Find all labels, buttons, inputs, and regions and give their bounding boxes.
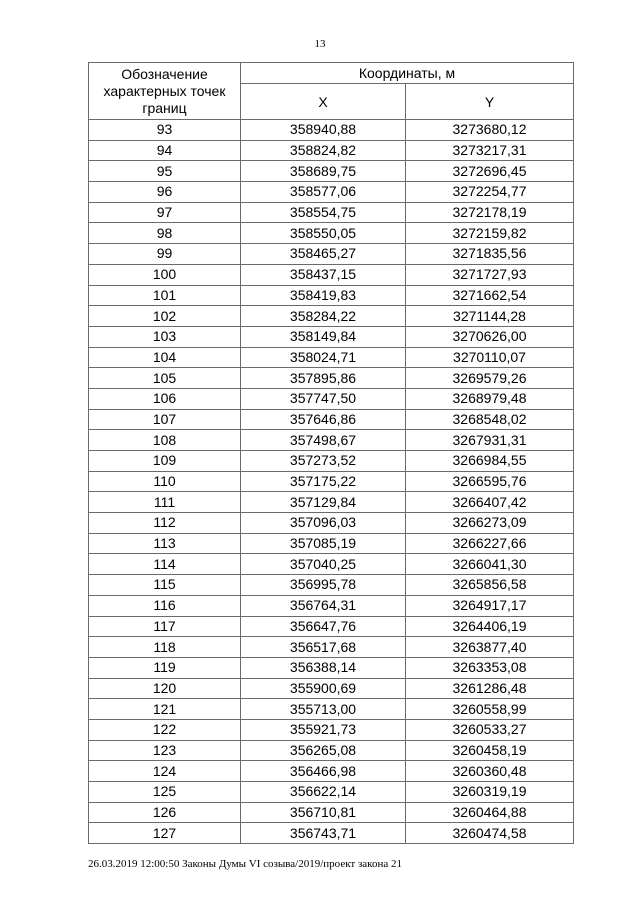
y-coordinate-cell: 3260533,27 xyxy=(406,719,574,740)
x-coordinate-cell: 358940,88 xyxy=(241,120,406,141)
table-row xyxy=(89,140,574,161)
point-number-cell: 127 xyxy=(89,823,241,844)
point-number-cell: 116 xyxy=(89,595,241,616)
y-coordinate-cell: 3273680,12 xyxy=(406,120,574,141)
header-x: X xyxy=(241,84,406,120)
table-row xyxy=(89,533,574,554)
point-number-cell: 115 xyxy=(89,575,241,596)
y-coordinate-cell: 3260558,99 xyxy=(406,699,574,720)
table-row xyxy=(89,306,574,327)
y-coordinate-cell: 3260474,58 xyxy=(406,823,574,844)
table-row xyxy=(89,161,574,182)
x-coordinate-cell: 358824,82 xyxy=(241,140,406,161)
y-coordinate-cell: 3263353,08 xyxy=(406,657,574,678)
table-row xyxy=(89,409,574,430)
table-row xyxy=(89,719,574,740)
table-row xyxy=(89,699,574,720)
point-number-cell: 96 xyxy=(89,182,241,203)
y-coordinate-cell: 3266041,30 xyxy=(406,554,574,575)
y-coordinate-cell: 3271727,93 xyxy=(406,264,574,285)
point-number-cell: 113 xyxy=(89,533,241,554)
point-number-cell: 121 xyxy=(89,699,241,720)
point-number-cell: 102 xyxy=(89,306,241,327)
x-coordinate-cell: 358577,06 xyxy=(241,182,406,203)
point-number-cell: 126 xyxy=(89,802,241,823)
point-number-cell: 119 xyxy=(89,657,241,678)
x-coordinate-cell: 358550,05 xyxy=(241,223,406,244)
table-row xyxy=(89,451,574,472)
x-coordinate-cell: 356265,08 xyxy=(241,740,406,761)
point-number-cell: 100 xyxy=(89,264,241,285)
x-coordinate-cell: 358149,84 xyxy=(241,326,406,347)
table-row xyxy=(89,223,574,244)
point-number-cell: 106 xyxy=(89,388,241,409)
point-number-cell: 110 xyxy=(89,471,241,492)
point-number-cell: 98 xyxy=(89,223,241,244)
x-coordinate-cell: 357498,67 xyxy=(241,430,406,451)
y-coordinate-cell: 3260360,48 xyxy=(406,761,574,782)
point-number-cell: 120 xyxy=(89,678,241,699)
x-coordinate-cell: 357273,52 xyxy=(241,451,406,472)
x-coordinate-cell: 358465,27 xyxy=(241,244,406,265)
y-coordinate-cell: 3265856,58 xyxy=(406,575,574,596)
x-coordinate-cell: 356710,81 xyxy=(241,802,406,823)
point-number-cell: 111 xyxy=(89,492,241,513)
x-coordinate-cell: 358554,75 xyxy=(241,202,406,223)
x-coordinate-cell: 356622,14 xyxy=(241,782,406,803)
y-coordinate-cell: 3260464,88 xyxy=(406,802,574,823)
table-row xyxy=(89,678,574,699)
table-row xyxy=(89,430,574,451)
y-coordinate-cell: 3266595,76 xyxy=(406,471,574,492)
table-row xyxy=(89,202,574,223)
x-coordinate-cell: 357129,84 xyxy=(241,492,406,513)
x-coordinate-cell: 357096,03 xyxy=(241,513,406,534)
y-coordinate-cell: 3272254,77 xyxy=(406,182,574,203)
x-coordinate-cell: 357085,19 xyxy=(241,533,406,554)
x-coordinate-cell: 357646,86 xyxy=(241,409,406,430)
coordinates-table xyxy=(88,62,574,844)
document-footer: 26.03.2019 12:00:50 Законы Думы VI созыва/2019/проект закона 21 xyxy=(88,858,402,870)
header-designation: Обозначение характерных точек границ xyxy=(89,63,241,120)
y-coordinate-cell: 3271662,54 xyxy=(406,285,574,306)
point-number-cell: 101 xyxy=(89,285,241,306)
x-coordinate-cell: 356743,71 xyxy=(241,823,406,844)
y-coordinate-cell: 3272159,82 xyxy=(406,223,574,244)
x-coordinate-cell: 356647,76 xyxy=(241,616,406,637)
point-number-cell: 104 xyxy=(89,347,241,368)
x-coordinate-cell: 357175,22 xyxy=(241,471,406,492)
table-header xyxy=(89,63,574,120)
x-coordinate-cell: 358284,22 xyxy=(241,306,406,327)
table-row xyxy=(89,575,574,596)
point-number-cell: 117 xyxy=(89,616,241,637)
table-row xyxy=(89,347,574,368)
point-number-cell: 124 xyxy=(89,761,241,782)
x-coordinate-cell: 355713,00 xyxy=(241,699,406,720)
y-coordinate-cell: 3266227,66 xyxy=(406,533,574,554)
x-coordinate-cell: 356517,68 xyxy=(241,637,406,658)
table-row xyxy=(89,244,574,265)
table-row xyxy=(89,120,574,141)
point-number-cell: 118 xyxy=(89,637,241,658)
table-row xyxy=(89,492,574,513)
table-row xyxy=(89,368,574,389)
y-coordinate-cell: 3260458,19 xyxy=(406,740,574,761)
x-coordinate-cell: 358437,15 xyxy=(241,264,406,285)
y-coordinate-cell: 3272178,19 xyxy=(406,202,574,223)
point-number-cell: 103 xyxy=(89,326,241,347)
header-coordinates: Координаты, м xyxy=(241,63,574,84)
point-number-cell: 123 xyxy=(89,740,241,761)
y-coordinate-cell: 3272696,45 xyxy=(406,161,574,182)
table-row xyxy=(89,388,574,409)
point-number-cell: 95 xyxy=(89,161,241,182)
table-row xyxy=(89,823,574,844)
y-coordinate-cell: 3268979,48 xyxy=(406,388,574,409)
table-row xyxy=(89,182,574,203)
x-coordinate-cell: 358419,83 xyxy=(241,285,406,306)
table-row xyxy=(89,554,574,575)
y-coordinate-cell: 3270626,00 xyxy=(406,326,574,347)
y-coordinate-cell: 3271835,56 xyxy=(406,244,574,265)
y-coordinate-cell: 3260319,19 xyxy=(406,782,574,803)
point-number-cell: 108 xyxy=(89,430,241,451)
y-coordinate-cell: 3264406,19 xyxy=(406,616,574,637)
x-coordinate-cell: 356995,78 xyxy=(241,575,406,596)
table-row xyxy=(89,513,574,534)
x-coordinate-cell: 358689,75 xyxy=(241,161,406,182)
y-coordinate-cell: 3271144,28 xyxy=(406,306,574,327)
x-coordinate-cell: 357895,86 xyxy=(241,368,406,389)
x-coordinate-cell: 355900,69 xyxy=(241,678,406,699)
table-row xyxy=(89,657,574,678)
y-coordinate-cell: 3268548,02 xyxy=(406,409,574,430)
x-coordinate-cell: 355921,73 xyxy=(241,719,406,740)
y-coordinate-cell: 3270110,07 xyxy=(406,347,574,368)
point-number-cell: 107 xyxy=(89,409,241,430)
table-row xyxy=(89,802,574,823)
y-coordinate-cell: 3266273,09 xyxy=(406,513,574,534)
y-coordinate-cell: 3261286,48 xyxy=(406,678,574,699)
point-number-cell: 97 xyxy=(89,202,241,223)
point-number-cell: 125 xyxy=(89,782,241,803)
table-row xyxy=(89,471,574,492)
x-coordinate-cell: 356764,31 xyxy=(241,595,406,616)
y-coordinate-cell: 3266407,42 xyxy=(406,492,574,513)
y-coordinate-cell: 3264917,17 xyxy=(406,595,574,616)
y-coordinate-cell: 3269579,26 xyxy=(406,368,574,389)
point-number-cell: 105 xyxy=(89,368,241,389)
table-row xyxy=(89,616,574,637)
table-row xyxy=(89,285,574,306)
x-coordinate-cell: 356466,98 xyxy=(241,761,406,782)
header-y: Y xyxy=(406,84,574,120)
table-row xyxy=(89,637,574,658)
y-coordinate-cell: 3273217,31 xyxy=(406,140,574,161)
table-row xyxy=(89,740,574,761)
y-coordinate-cell: 3266984,55 xyxy=(406,451,574,472)
table-row xyxy=(89,264,574,285)
x-coordinate-cell: 357040,25 xyxy=(241,554,406,575)
x-coordinate-cell: 356388,14 xyxy=(241,657,406,678)
table-row xyxy=(89,326,574,347)
point-number-cell: 112 xyxy=(89,513,241,534)
point-number-cell: 109 xyxy=(89,451,241,472)
y-coordinate-cell: 3263877,40 xyxy=(406,637,574,658)
y-coordinate-cell: 3267931,31 xyxy=(406,430,574,451)
table-row xyxy=(89,782,574,803)
point-number-cell: 93 xyxy=(89,120,241,141)
table-body xyxy=(89,120,574,844)
point-number-cell: 99 xyxy=(89,244,241,265)
table-row xyxy=(89,761,574,782)
x-coordinate-cell: 357747,50 xyxy=(241,388,406,409)
point-number-cell: 114 xyxy=(89,554,241,575)
point-number-cell: 94 xyxy=(89,140,241,161)
table-row xyxy=(89,595,574,616)
point-number-cell: 122 xyxy=(89,719,241,740)
page-number: 13 xyxy=(314,38,326,50)
x-coordinate-cell: 358024,71 xyxy=(241,347,406,368)
